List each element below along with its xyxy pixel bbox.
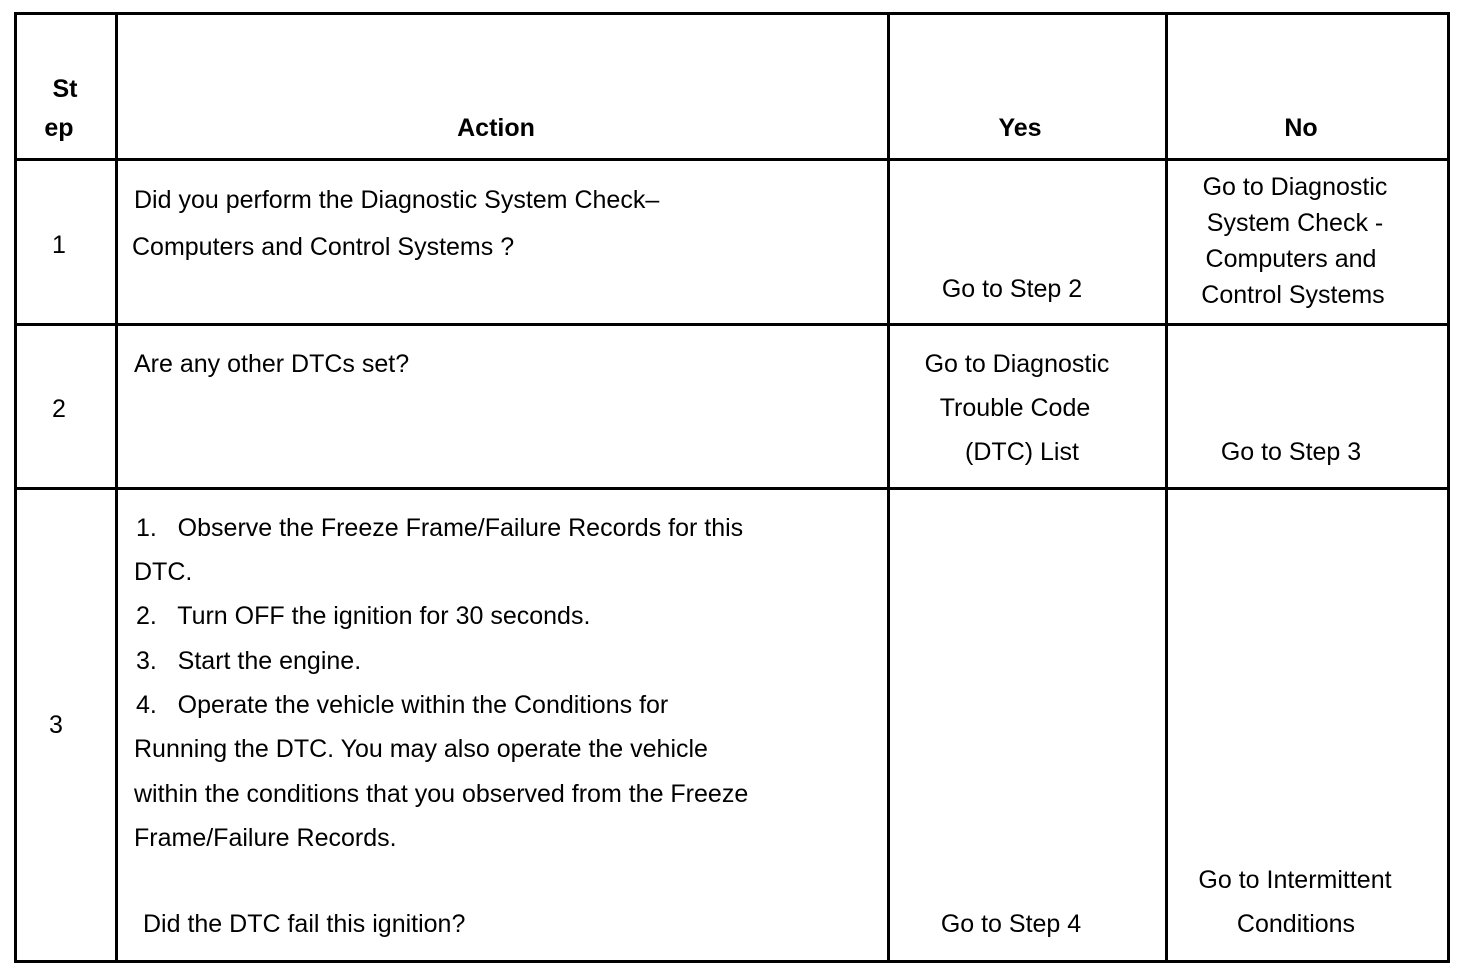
row-3-action-line: 3. Start the engine. [136,647,362,675]
row-2-yes-line: Go to Diagnostic [924,350,1110,378]
row-3-action-line: DTC. [134,558,193,586]
row-divider-2 [14,487,1450,490]
row-divider-1 [14,323,1450,326]
row-3-action-line: 4. Operate the vehicle within the Conditions for [136,691,669,719]
row-3-action-line: Frame/Failure Records. [134,824,397,852]
row-3-no-line: Conditions [1236,910,1356,938]
row-2-no: Go to Step 3 [1220,438,1362,466]
row-3-action-line: Running the DTC. You may also operate the vehicle [134,735,708,763]
header-no: No [1284,114,1318,142]
row-1-no-line: Control Systems [1201,281,1385,309]
header-step-line2: ep [44,114,74,142]
row-3-no-line: Go to Intermittent [1198,866,1392,894]
row-1-action-line: Did you perform the Diagnostic System Check– [134,186,660,214]
row-1-step: 1 [52,231,66,259]
row-2-yes-line: Trouble Code [939,394,1091,422]
row-3-action-question: Did the DTC fail this ignition? [143,910,466,938]
header-step-line1: St [52,75,78,103]
row-3-action-line: 2. Turn OFF the ignition for 30 seconds. [136,602,591,630]
row-3-action-line: 1. Observe the Freeze Frame/Failure Records for this [136,514,744,542]
header-action: Action [457,114,535,142]
row-1-no-line: System Check - [1206,209,1384,237]
row-2-step: 2 [52,395,66,423]
row-2-action-line: Are any other DTCs set? [134,350,410,378]
row-2-yes-line: (DTC) List [965,438,1079,466]
row-3-step: 3 [49,711,63,739]
row-1-no-line: Computers and [1205,245,1377,273]
row-1-yes: Go to Step 2 [941,275,1083,303]
row-3-action-line: within the conditions that you observed from the Freeze [134,780,749,808]
header-yes: Yes [998,114,1042,142]
row-divider-header [14,158,1450,161]
row-1-no-line: Go to Diagnostic [1202,173,1388,201]
row-1-action-line: Computers and Control Systems ? [132,233,515,261]
row-3-yes: Go to Step 4 [940,910,1082,938]
